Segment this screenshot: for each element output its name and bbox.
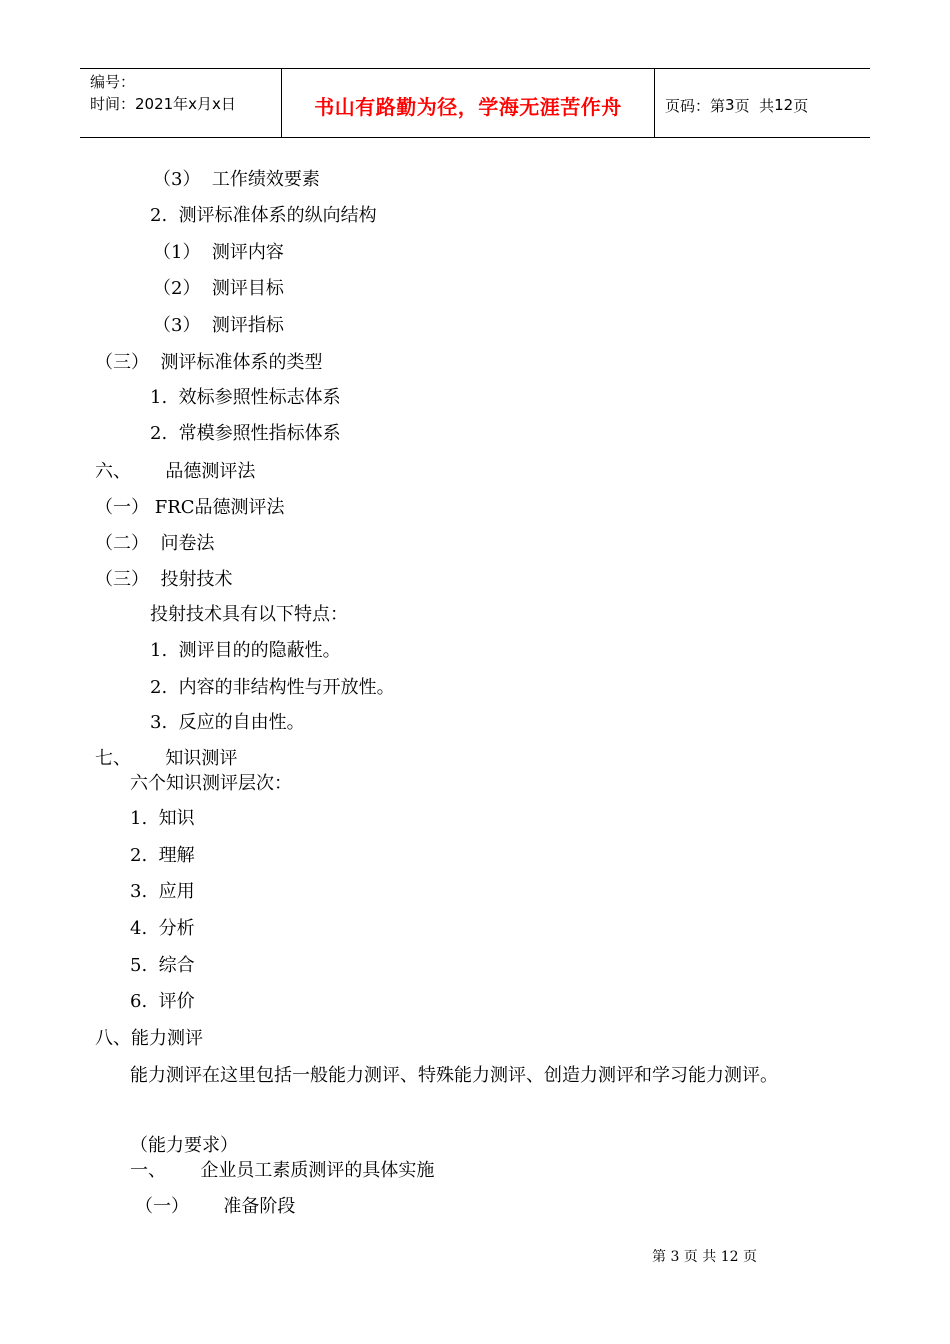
body-line: （2） 测评目标 bbox=[153, 278, 284, 299]
body-line: 投射技术具有以下特点： bbox=[150, 604, 348, 625]
body-line: 6. 评价 bbox=[130, 991, 195, 1012]
page-suffix: 页 bbox=[793, 96, 809, 115]
body-line: 3. 应用 bbox=[130, 881, 195, 902]
body-line: 六、 品德测评法 bbox=[95, 461, 256, 482]
body-line: 5. 综合 bbox=[130, 955, 195, 976]
body-line: （三） 测评标准体系的类型 bbox=[95, 352, 323, 373]
body-line: 七、 知识测评 bbox=[95, 748, 238, 769]
body-line: （二） 问卷法 bbox=[95, 533, 215, 554]
body-line: 一、 企业员工素质测评的具体实施 bbox=[130, 1160, 435, 1181]
header-meta bbox=[80, 69, 282, 137]
header-motto-cell bbox=[282, 69, 655, 137]
body-line: （三） 投射技术 bbox=[95, 569, 233, 590]
page-current: 3 bbox=[725, 96, 735, 114]
body-line: 2. 测评标准体系的纵向结构 bbox=[150, 205, 377, 226]
body-line: 2. 理解 bbox=[130, 845, 195, 866]
body-line: 1. 知识 bbox=[130, 808, 195, 829]
body-line: （一） FRC品德测评法 bbox=[95, 497, 285, 518]
body-line: （一） 准备阶段 bbox=[135, 1196, 296, 1217]
body-line: 1. 效标参照性标志体系 bbox=[150, 387, 341, 408]
page-total: 12 bbox=[774, 96, 794, 114]
body-line: 1. 测评目的的隐蔽性。 bbox=[150, 640, 341, 661]
body-line: 能力测评在这里包括一般能力测评、特殊能力测评、创造力测评和学习能力测评。 bbox=[130, 1065, 778, 1086]
body-line: （1） 测评内容 bbox=[153, 242, 284, 263]
page-header bbox=[80, 68, 870, 138]
page-mid: 页 共 bbox=[734, 96, 775, 115]
number-label: 编号： bbox=[90, 73, 136, 91]
body-line: 六个知识测评层次： bbox=[130, 773, 292, 794]
motto: 书山有路勤为径，学海无涯苦作舟 bbox=[314, 94, 622, 119]
body-line: 4. 分析 bbox=[130, 918, 195, 939]
body-line: （3） 测评指标 bbox=[153, 315, 284, 336]
body-line: 八、能力测评 bbox=[95, 1028, 203, 1049]
header-page-info bbox=[655, 69, 870, 137]
body-line: （能力要求） bbox=[130, 1135, 238, 1156]
body-line: 3. 反应的自由性。 bbox=[150, 712, 305, 733]
body-line: （3） 工作绩效要素 bbox=[153, 169, 320, 190]
body-line: 2. 常模参照性指标体系 bbox=[150, 423, 341, 444]
page-footer: 第 3 页 共 12 页 bbox=[652, 1249, 757, 1265]
body-line: 2. 内容的非结构性与开放性。 bbox=[150, 677, 395, 698]
time-label: 时间：2021年x月x日 bbox=[90, 95, 236, 113]
page-prefix: 页码：第 bbox=[665, 96, 726, 115]
